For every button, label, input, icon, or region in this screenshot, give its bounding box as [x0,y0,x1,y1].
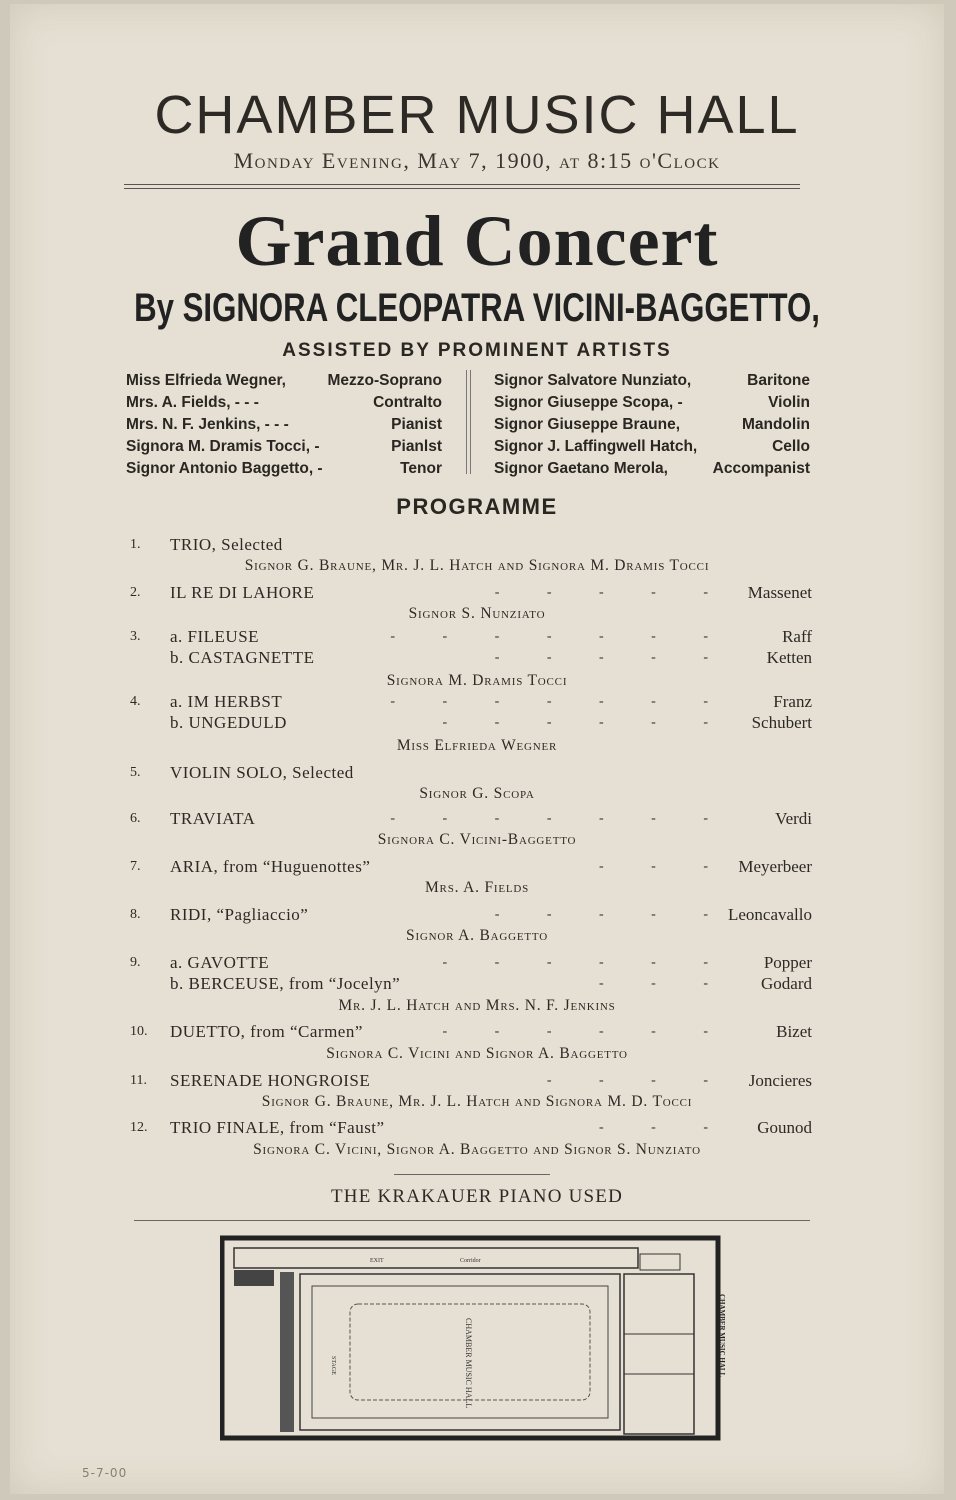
performers-text: Miss Elfrieda Wegner [396,737,558,754]
piano-note: THE KRAKAUER PIANO USED [330,1186,623,1207]
performers-text: Signor G. Braune, Mr. J. L. Hatch and Signora M. Dramis Tocci [244,557,710,574]
programme-item [10,626,944,648]
artist-row [126,436,442,458]
artist-row [494,414,810,436]
item-title: IL RE DI LAHORE [170,583,315,602]
performers-text: Signora C. Vicini-Baggetto [377,831,577,848]
item-number: 12. [130,1120,148,1135]
item-leader-dashes: - - - - - [494,907,730,922]
artist-role: Accompanist [712,460,810,477]
artist-name: Miss Elfrieda Wegner, [126,372,286,389]
item-leader-dashes: - - - - - [494,585,730,600]
item-composer: Massenet [747,583,812,602]
artist-name: Signor Gaetano Merola, [494,460,668,477]
programme-item [10,1117,944,1139]
assisted-by-heading: ASSISTED BY PROMINENT ARTISTS [282,340,672,361]
artist-role: Baritone [747,372,810,389]
item-title: RIDI, “Pagliaccio” [170,905,309,924]
handwritten-date: 5-7-00 [82,1466,128,1480]
artist-name: Signor Salvatore Nunziato, [494,372,692,389]
artist-role: Violin [768,394,810,411]
item-leader-dashes: - - - [599,1120,730,1135]
item-number: 3. [130,629,141,644]
item-title: b. BERCEUSE, from “Jocelyn” [170,974,401,993]
item-title: DUETTO, from “Carmen” [170,1022,363,1041]
plan-hall-label: CHAMBER MUSIC HALL [464,1318,473,1409]
plan-stage-label: STAGE [330,1356,336,1375]
performers-line [10,995,944,1017]
item-leader-dashes: - - - - - - [442,1024,730,1039]
programme-item [10,1021,944,1043]
programme-item [10,952,944,974]
item-title: a. FILEUSE [170,627,260,646]
plan-exit-label: EXIT [370,1258,384,1264]
item-leader-dashes: - - - - - - - [390,694,730,709]
artists-list-right [494,370,810,480]
artist-role: Cello [772,438,810,455]
long-rule-divider [134,1220,810,1221]
item-title: TRAVIATA [170,809,256,828]
item-number: 8. [130,907,141,922]
programme-item [10,904,944,926]
concert-title: Grand Concert [235,201,719,281]
artists-list-left [126,370,442,480]
performers-text: Mrs. A. Fields [424,879,530,896]
item-title: a. IM HERBST [170,692,283,711]
programme-item [10,691,944,713]
programme-item [10,973,944,995]
artist-role: Tenor [400,460,442,477]
artist-row [494,436,810,458]
item-composer: Verdi [775,809,812,828]
performers-line [10,1091,944,1113]
item-composer: Meyerbeer [738,857,812,876]
programme-item [10,582,944,604]
artist-name: Signor Antonio Baggetto, - [126,460,323,477]
performers-line [10,555,944,577]
hall-floor-plan [220,1234,740,1444]
artist-name: Signor J. Laffingwell Hatch, [494,438,698,455]
artist-row [126,370,442,392]
performers-line [10,829,944,851]
artist-name: Signor Giuseppe Braune, [494,416,681,433]
item-number: 2. [130,585,141,600]
concert-date: Monday Evening, May 7, 1900, at 8:15 o'Clock [233,148,721,173]
performers-text: Signor A. Baggetto [406,927,548,944]
item-number: 10. [130,1024,148,1039]
performers-line [10,670,944,692]
programme-item [10,647,944,669]
item-composer: Franz [773,692,812,711]
artist-role: Pianist [391,416,442,433]
artist-row [494,458,810,480]
item-composer: Popper [763,953,812,972]
item-composer: Ketten [766,648,812,667]
performers-text: Signor G. Scopa [419,785,535,802]
item-leader-dashes: - - - - - - [442,715,730,730]
hall-name: CHAMBER MUSIC HALL [154,85,800,145]
item-title: ARIA, from “Huguenottes” [170,857,371,876]
item-number: 1. [130,537,141,552]
performers-text: Signora C. Vicini and Signor A. Baggetto [326,1045,628,1062]
item-composer: Joncieres [748,1071,812,1090]
item-leader-dashes: - - - - - - - [390,811,730,826]
artist-row [126,392,442,414]
item-number: 9. [130,955,141,970]
artist-row [126,414,442,436]
double-rule-divider [124,184,800,189]
item-composer: Godard [761,974,812,993]
item-number: 11. [130,1073,147,1088]
artist-role: Contralto [373,394,442,411]
performers-line [10,877,944,899]
item-leader-dashes: - - - - - - - [390,629,730,644]
artists-column-divider [466,370,471,474]
artist-name: Signora M. Dramis Tocci, - [126,438,320,455]
programme-item [10,534,944,556]
item-number: 6. [130,811,141,826]
item-composer: Bizet [776,1022,812,1041]
artist-name: Signor Giuseppe Scopa, - [494,394,683,411]
performers-text: Signor S. Nunziato [408,605,546,622]
performers-text: Signor G. Braune, Mr. J. L. Hatch and Signora M. D. Tocci [261,1093,693,1110]
item-number: 5. [130,765,141,780]
concert-byline: By SIGNORA CLEOPATRA VICINI-BAGGETTO, [134,286,820,330]
artist-name: Mrs. A. Fields, - - - [126,394,259,411]
programme-item [10,808,944,830]
artist-role: Mandolin [741,416,810,433]
performers-text: Signora M. Dramis Tocci [386,672,568,689]
programme-item [10,762,944,784]
item-leader-dashes: - - - - [546,1073,730,1088]
item-title: VIOLIN SOLO, Selected [170,763,354,782]
artist-row [494,392,810,414]
programme-item [10,712,944,734]
artist-name: Mrs. N. F. Jenkins, - - - [126,416,289,433]
plan-vertical-label: CHAMBER MUSIC HALL [718,1294,726,1378]
plan-corridor-label: Corridor [460,1258,481,1264]
artist-row [126,458,442,480]
performers-line [10,1139,944,1161]
artist-row [494,370,810,392]
item-title: TRIO FINALE, from “Faust” [170,1118,385,1137]
item-leader-dashes: - - - - - - [442,955,730,970]
performers-line [10,925,944,947]
item-title: TRIO, Selected [170,535,283,554]
programme-page [10,4,944,1494]
performers-line [10,1043,944,1065]
performers-line [10,735,944,757]
item-title: SERENADE HONGROISE [170,1071,371,1090]
item-title: b. UNGEDULD [170,713,287,732]
item-composer: Gounod [757,1118,812,1137]
item-number: 7. [130,859,141,874]
performers-text: Signora C. Vicini, Signor A. Baggetto and Signor S. Nunziato [253,1141,701,1158]
short-rule-divider [394,1174,550,1175]
performers-text: Mr. J. L. Hatch and Mrs. N. F. Jenkins [338,997,616,1014]
item-title: b. CASTAGNETTE [170,648,315,667]
item-title: a. GAVOTTE [170,953,270,972]
performers-line [10,603,944,625]
item-composer: Schubert [751,713,812,732]
item-leader-dashes: - - - [599,976,730,991]
item-composer: Leoncavallo [727,905,812,924]
item-number: 4. [130,694,141,709]
item-composer: Raff [782,627,812,646]
artist-role: Pianlst [391,438,442,455]
programme-item [10,1070,944,1092]
programme-heading: PROGRAMME [396,494,558,519]
item-leader-dashes: - - - [599,859,730,874]
artist-role: Mezzo-Soprano [327,372,442,389]
programme-item [10,856,944,878]
item-leader-dashes: - - - - - [494,650,730,665]
performers-line [10,783,944,805]
